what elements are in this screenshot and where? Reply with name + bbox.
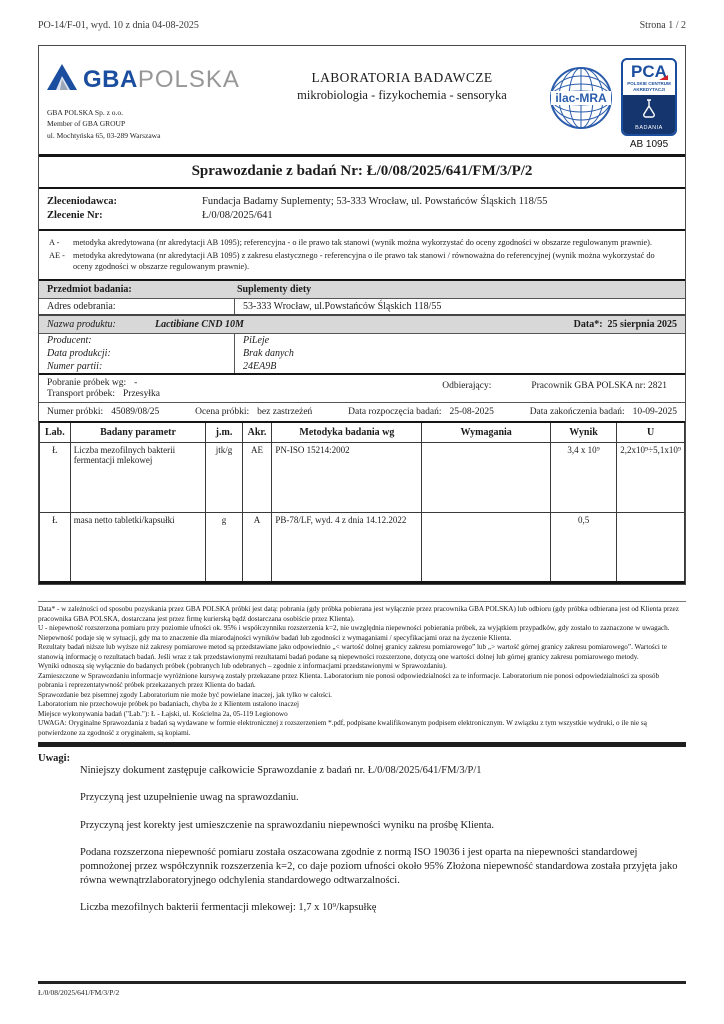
cell-result: 3,4 x 10⁹ — [550, 443, 616, 513]
header-uncertainty: U — [617, 422, 685, 443]
transport-value: Przesyłka — [123, 389, 160, 400]
header-akr: Akr. — [242, 422, 272, 443]
sample-assessment — [195, 407, 312, 417]
header-parameter: Badany parametr — [70, 422, 206, 443]
sampling-row — [39, 373, 685, 402]
letterhead — [39, 46, 685, 154]
receiver-block — [442, 377, 677, 400]
remark-item: Przyczyną jest korekty jest umieszczenie na sprawozdaniu niepewności wyniku na prośbę Klienta. — [80, 819, 495, 831]
header-lab: Lab. — [40, 422, 71, 443]
page-number: Strona 1 / 2 — [639, 20, 686, 31]
header-method: Metodyka badania wg — [272, 422, 422, 443]
legend-code: A - — [49, 237, 60, 247]
cell-method: PB-78/LF, wyd. 4 z dnia 14.12.2022 — [272, 513, 422, 583]
product-value: Lactibiane CND 10M — [155, 319, 244, 331]
cell-lab: Ł — [40, 513, 71, 583]
batch-row — [39, 360, 685, 373]
footnote: Data* - w zależności od sposobu pozyskania przez GBA POLSKA próbki jest datą: pobrania (gdy próbka pobierana jest wyłącznie przez pracownika GBA POLSKA) lub odbioru (gdy próbka odbierana jest od Klienta przez pracownika GBA POLSKA, dostarczana jest przez firmę kurierską bądź dostarczana osobiście przez Klienta). — [38, 605, 679, 623]
company-line: GBA POLSKA Sp. z o.o. — [47, 108, 124, 117]
header-unit: j.m. — [206, 422, 242, 443]
results-table — [39, 421, 685, 584]
page-margin-header — [0, 0, 724, 31]
assessment-value: bez zastrzeżeń — [257, 407, 313, 418]
footnote: Sprawozdanie bez pisemnej zgody Laboratorium nie może być powielane inaczej, jak tylko w całości. — [38, 690, 332, 699]
production-date-row — [39, 347, 685, 360]
pca-badge — [623, 95, 675, 134]
gba-logo — [47, 64, 292, 95]
cell-uncertainty: 2,2x10⁹÷5,1x10⁹ — [617, 443, 685, 513]
producer-value: PiLeje — [243, 335, 270, 347]
sampling-method — [47, 378, 160, 388]
subject-row — [39, 281, 685, 298]
report-document — [38, 45, 686, 585]
product-label: Nazwa produktu: — [47, 319, 116, 331]
cell-akr: AE — [242, 443, 272, 513]
footnote: Laboratorium nie przechowuje próbek po badaniach, chyba że z Klientem ustalono inaczej — [38, 700, 300, 709]
batch-label: Numer partii: — [39, 360, 235, 373]
remark-item: Niniejszy dokument zastępuje całkowicie Sprawozdanie z badań nr. Ł/0/08/2025/641/FM/3/P/1 — [80, 765, 482, 777]
production-date-label: Data produkcji: — [39, 347, 235, 360]
brand-gba: GBA — [83, 65, 138, 93]
header-result: Wynik — [550, 422, 616, 443]
product-row — [39, 314, 685, 334]
remark-item: Przyczyną jest uzupełnienie uwag na sprawozdaniu. — [80, 792, 299, 804]
sampling-left — [47, 377, 160, 400]
client-value: Fundacja Badamy Suplementy; 53-333 Wrocław, ul. Powstańców Śląskich 118/55 — [202, 195, 548, 207]
pca-accreditation-mark — [621, 58, 677, 150]
sample-number-row — [39, 402, 685, 421]
accreditation-number: AB 1095 — [629, 138, 669, 150]
cell-lab: Ł — [40, 443, 71, 513]
cell-uncertainty — [617, 513, 685, 583]
transport-label: Transport próbek: — [47, 389, 115, 400]
section-divider-bar — [38, 742, 686, 747]
report-title: Sprawozdanie z badań Nr: Ł/0/08/2025/641/FM/3/P/2 — [39, 154, 685, 189]
start-label: Data rozpoczęcia badań: — [348, 407, 442, 418]
legend-code: AE - — [49, 250, 65, 260]
results-header-row — [40, 422, 685, 443]
page-footer — [38, 981, 686, 997]
subject-value: Suplementy diety — [237, 284, 312, 296]
cell-parameter: Liczba mezofilnych bakterii fermentacji mlekowej — [70, 443, 206, 513]
footnote: UWAGA: Oryginalne Sprawozdania z badań są wydawane w formie elektronicznej z rozszerzeniem *.pdf, podpisane kwalifikowanym podpisem elektronicznym. W związku z tym wszystkie wydruki, o ile nie są potwierdzone za zgodność z oryginałem, są kopiami. — [38, 719, 647, 737]
footnote: Rezultaty badań niższe lub wyższe niż zakresy pomiarowe metod są przedstawiane jako odpowiednio „< wartość dolnej granicy zakresu pomiarowego” lub „> wartość górnej granicy zakresu pomiarowego”. Wartości te stanowią informację o rezultatach badań. Jeśli wraz z tak przedstawionymi rezultatami badań podane są niepewności rozszerzone, dotyczą one wartości dolnej lub górnej granicy zakresu pomiarowego metody. — [38, 643, 667, 661]
test-start-date — [348, 407, 494, 417]
sampling-value: - — [134, 378, 138, 389]
legend-row-a — [49, 237, 675, 248]
pca-box — [621, 58, 677, 136]
test-end-date — [530, 407, 677, 417]
accreditation-legend — [39, 231, 685, 282]
footnote: Wyniki odnoszą się wyłącznie do badanych próbek (pobranych lub odebranych – zgodnie z informacjami przedstawionymi w Sprawozdaniu). — [38, 662, 447, 671]
legend-text: metodyka akredytowana (nr akredytacji AB 1095); referencyjna - o ile prawo tak stanowi (wynik można wykorzystać do oceny zgodności w obszarze regulowanym prawnie). — [73, 237, 652, 247]
batch-value: 24EA9B — [243, 361, 277, 373]
producer-label: Producent: — [39, 334, 235, 347]
brand-polska: POLSKA — [137, 65, 240, 93]
pca-badge-label: BADANIA — [635, 124, 663, 131]
cell-unit: g — [206, 513, 242, 583]
ilac-mra-stamp-icon — [549, 58, 613, 135]
pca-subtitle: POLSKIE CENTRUM AKREDYTACJI — [627, 81, 671, 92]
pca-acronym: PCA — [631, 62, 667, 81]
pca-red-triangle-icon — [659, 75, 668, 80]
client-row — [47, 196, 677, 207]
cell-akr: A — [242, 513, 272, 583]
remark-item: Liczba mezofilnych bakterii fermentacji mlekowej: 1,7 x 10⁹/kapsułkę — [80, 902, 377, 914]
legend-text: metodyka akredytowana (nr akredytacji AB 1095) z zakresu elastycznego - referencyjna o ile prawo tak stanowi / równoważna do referencyjnej (wynik można wykorzystać do oceny zgodności w obszarze regulowanym prawnie). — [73, 250, 655, 272]
end-label: Data zakończenia badań: — [529, 407, 625, 418]
cell-parameter: masa netto tabletki/kapsułki — [70, 513, 206, 583]
legend-row-ae — [49, 250, 675, 272]
footer-report-number: Ł/0/08/2025/641/FM/3/P/2 — [38, 988, 120, 997]
sample-no-value: 45089/08/25 — [111, 407, 160, 418]
address-row — [39, 298, 685, 314]
lab-subtitle: mikrobiologia - fizykochemia - sensoryka — [297, 88, 507, 102]
remark-item: Podana rozszerzona niepewność pomiaru została oszacowana zgodnie z normą ISO 19036 i jest oparta na niepewności standardowej pomnożonej przez współczynnik rozszerzenia k=2, co daje poziom ufności około 95% Złożona niepewność standardowa została przyjęta jako równa wewnątrzlaboratoryjnego odchylenia standardowego odtwarzalności. — [80, 846, 678, 887]
receiver-value: Pracownik GBA POLSKA nr: 2821 — [531, 381, 667, 392]
footnote: Zamieszczone w Sprawozdaniu informacje wyróżnione kursywą zostały przekazane przez Klienta. Laboratorium nie ponosi odpowiedzialności za te informacje. Laboratorium nie ponosi odpowiedzialności za sposób pobrania i reprezentatywność próbek przekazanych przez Klienta do badań. — [38, 671, 660, 690]
order-label: Zlecenie Nr: — [47, 209, 103, 221]
footnote: Miejsce wykonywania badań ("Lab."): Ł - Łajski, ul. Kościelna 2a, 05-119 Legionowo — [38, 709, 288, 718]
receiver-label: Odbierający: — [442, 381, 492, 392]
end-value: 10-09-2025 — [632, 407, 677, 418]
sample-no-label: Numer próbki: — [47, 407, 104, 418]
start-value: 25-08-2025 — [449, 407, 494, 418]
gba-triangle-icon — [47, 64, 77, 95]
flask-icon — [640, 98, 658, 118]
company-line: Member of GBA GROUP — [47, 119, 126, 129]
cell-unit: jtk/g — [206, 443, 242, 513]
company-line: ul. Mochtyńska 65, 03-289 Warszawa — [47, 130, 161, 140]
subject-label: Przedmiot badania: — [47, 284, 132, 296]
sampling-label: Pobranie próbek wg: — [47, 378, 127, 389]
cell-requirements — [422, 443, 550, 513]
letterhead-right — [512, 54, 677, 150]
footnotes-block — [38, 601, 686, 738]
remarks-label: Uwagi: — [38, 753, 71, 765]
cell-requirements — [422, 513, 550, 583]
svg-text:ilac-MRA: ilac-MRA — [555, 91, 607, 105]
sample-number — [47, 407, 159, 417]
cell-method: PN-ISO 15214:2002 — [272, 443, 422, 513]
date-label: Data*: — [573, 319, 603, 331]
address-value: 53-333 Wrocław, ul.Powstańców Śląskich 118/55 — [243, 301, 442, 313]
table-row — [40, 443, 685, 513]
remarks-section — [38, 753, 686, 915]
header-requirements: Wymagania — [422, 422, 550, 443]
producer-block — [39, 334, 685, 373]
letterhead-center — [292, 54, 512, 150]
form-revision: PO-14/F-01, wyd. 10 z dnia 04-08-2025 — [38, 20, 199, 31]
lab-title: LABORATORIA BADAWCZE — [311, 70, 493, 85]
cell-result: 0,5 — [550, 513, 616, 583]
transport-method — [47, 389, 160, 399]
table-row — [40, 513, 685, 583]
address-label: Adres odebrania: — [39, 299, 235, 314]
production-date-value: Brak danych — [243, 348, 294, 360]
producer-row — [39, 334, 685, 347]
letterhead-left — [47, 54, 292, 150]
company-address — [47, 107, 292, 141]
assessment-label: Ocena próbki: — [195, 407, 250, 418]
date-value: 25 sierpnia 2025 — [607, 319, 677, 331]
client-block — [39, 189, 685, 231]
footnote: Niepewność podaje się w sytuacji, gdy ma to znaczenie dla miarodajności wyników badań lub zgodności z wymaganiami / specyfikacjami oraz na życzenie Klienta. — [38, 633, 512, 642]
client-label: Zleceniodawca: — [47, 195, 117, 207]
order-row — [47, 210, 677, 221]
order-value: Ł/0/08/2025/641 — [202, 209, 273, 221]
footnote: U - niepewność rozszerzona pomiaru przy poziomie ufności ok. 95% i współczynniku rozszerzenia k=2, nie uwzględnia niepewności pobierania próbek, za wyjątkiem przypadków, gdy zostało to zaznaczone w uwagach. — [38, 624, 670, 633]
